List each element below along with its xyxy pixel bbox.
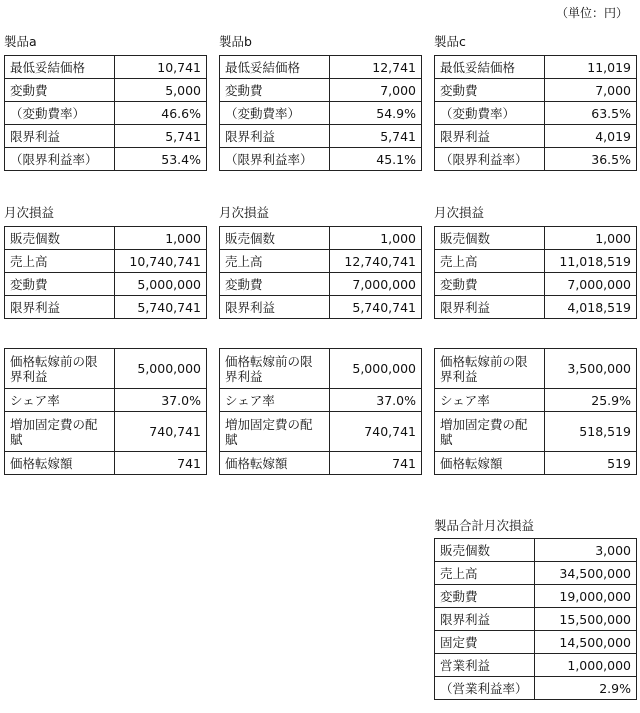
row-label: 価格転嫁前の限界利益 [5,349,115,389]
row-value: 5,000,000 [115,273,207,296]
row-value: 740,741 [330,412,422,452]
row-value: 1,000 [545,227,637,250]
table-row [435,250,637,273]
row-label: 増加固定費の配賦 [220,412,330,452]
table-row [5,250,207,273]
table-row [220,125,422,148]
row-label: 価格転嫁額 [5,452,115,475]
row-label: 最低妥結価格 [220,56,330,79]
row-value: 14,500,000 [535,631,637,654]
product-a-monthly-table [4,226,207,319]
table-row [5,273,207,296]
table-row [220,349,422,389]
row-label: シェア率 [435,389,545,412]
row-label: 販売個数 [435,539,535,562]
unit-note: （単位：円） [555,6,628,20]
table-row [435,389,637,412]
table-row [5,79,207,102]
table-row [435,148,637,171]
row-label: 価格転嫁額 [435,452,545,475]
product-b-monthly-title: 月次損益 [219,205,270,220]
row-label: 変動費 [435,79,545,102]
table-row [220,389,422,412]
table-row [435,608,637,631]
table-row [435,677,637,700]
row-label: 価格転嫁前の限界利益 [220,349,330,389]
row-value: 63.5% [545,102,637,125]
table-row [435,227,637,250]
row-value: 37.0% [330,389,422,412]
row-value: 1,000,000 [535,654,637,677]
table-row [435,102,637,125]
table-row [220,296,422,319]
table-row [435,125,637,148]
row-label: 販売個数 [220,227,330,250]
row-label: （営業利益率） [435,677,535,700]
row-label: （限界利益率） [435,148,545,171]
table-row [5,227,207,250]
row-value: 3,500,000 [545,349,637,389]
row-label: 変動費 [220,79,330,102]
row-value: 12,741 [330,56,422,79]
product-b-price-table [219,55,422,171]
row-value: 37.0% [115,389,207,412]
table-row [220,273,422,296]
row-label: シェア率 [220,389,330,412]
table-row [435,349,637,389]
table-row [435,452,637,475]
product-c-price-table [434,55,637,171]
row-value: 741 [330,452,422,475]
row-label: 売上高 [220,250,330,273]
row-label: 変動費 [5,79,115,102]
table-row [435,654,637,677]
row-label: 増加固定費の配賦 [435,412,545,452]
row-value: 5,740,741 [115,296,207,319]
row-value: 45.1% [330,148,422,171]
row-label: 売上高 [435,250,545,273]
row-label: 限界利益 [435,296,545,319]
row-value: 54.9% [330,102,422,125]
row-value: 5,740,741 [330,296,422,319]
product-a-monthly-title: 月次損益 [4,205,55,220]
row-value: 34,500,000 [535,562,637,585]
product-c-title: 製品c [434,34,466,49]
row-label: 限界利益 [435,125,545,148]
row-value: 46.6% [115,102,207,125]
row-value: 3,000 [535,539,637,562]
row-label: 変動費 [220,273,330,296]
table-row [5,296,207,319]
row-value: 4,018,519 [545,296,637,319]
row-label: 増加固定費の配賦 [5,412,115,452]
product-b-allocation-table [219,348,422,475]
row-label: 変動費 [435,585,535,608]
row-label: 売上高 [435,562,535,585]
total-table [434,538,637,700]
row-value: 7,000 [330,79,422,102]
product-a-price-table [4,55,207,171]
row-label: 販売個数 [435,227,545,250]
row-value: 519 [545,452,637,475]
row-value: 12,740,741 [330,250,422,273]
table-row [5,148,207,171]
table-row [435,631,637,654]
table-row [435,296,637,319]
table-row [435,585,637,608]
row-label: 価格転嫁前の限界利益 [435,349,545,389]
product-c-monthly-table [434,226,637,319]
table-row [5,412,207,452]
product-a-title: 製品a [4,34,37,49]
row-label: シェア率 [5,389,115,412]
product-c-monthly-title: 月次損益 [434,205,485,220]
row-value: 741 [115,452,207,475]
table-row [220,79,422,102]
row-label: 売上高 [5,250,115,273]
table-row [5,125,207,148]
row-label: 限界利益 [5,296,115,319]
table-row [435,539,637,562]
total-title: 製品合計月次損益 [434,518,535,533]
row-label: 変動費 [435,273,545,296]
row-value: 7,000,000 [330,273,422,296]
table-row [435,273,637,296]
row-value: 740,741 [115,412,207,452]
row-label: 営業利益 [435,654,535,677]
row-label: 限界利益 [435,608,535,631]
row-label: （変動費率） [5,102,115,125]
row-label: 限界利益 [220,296,330,319]
row-value: 5,000,000 [115,349,207,389]
row-label: （変動費率） [435,102,545,125]
row-label: 販売個数 [5,227,115,250]
row-label: 価格転嫁額 [220,452,330,475]
table-row [435,56,637,79]
row-label: 限界利益 [220,125,330,148]
row-value: 10,740,741 [115,250,207,273]
table-row [220,148,422,171]
table-row [220,452,422,475]
row-value: 5,741 [115,125,207,148]
row-label: （限界利益率） [5,148,115,171]
row-label: 限界利益 [5,125,115,148]
row-label: （限界利益率） [220,148,330,171]
row-label: 変動費 [5,273,115,296]
row-value: 1,000 [115,227,207,250]
row-label: （変動費率） [220,102,330,125]
table-row [435,562,637,585]
row-label: 最低妥結価格 [5,56,115,79]
table-row [220,102,422,125]
row-value: 7,000,000 [545,273,637,296]
row-value: 4,019 [545,125,637,148]
table-row [220,250,422,273]
row-value: 5,000 [115,79,207,102]
product-b-title: 製品b [219,34,252,49]
row-value: 11,018,519 [545,250,637,273]
row-value: 10,741 [115,56,207,79]
table-row [5,56,207,79]
row-value: 53.4% [115,148,207,171]
table-row [5,349,207,389]
row-label: 固定費 [435,631,535,654]
row-value: 15,500,000 [535,608,637,631]
row-label: 最低妥結価格 [435,56,545,79]
table-row [220,412,422,452]
table-row [5,452,207,475]
row-value: 11,019 [545,56,637,79]
table-row [5,102,207,125]
table-row [5,389,207,412]
product-a-allocation-table [4,348,207,475]
product-c-allocation-table [434,348,637,475]
table-row [220,56,422,79]
row-value: 36.5% [545,148,637,171]
row-value: 25.9% [545,389,637,412]
row-value: 2.9% [535,677,637,700]
table-row [435,412,637,452]
product-b-monthly-table [219,226,422,319]
row-value: 5,000,000 [330,349,422,389]
row-value: 19,000,000 [535,585,637,608]
table-row [435,79,637,102]
row-value: 5,741 [330,125,422,148]
table-row [220,227,422,250]
row-value: 518,519 [545,412,637,452]
row-value: 7,000 [545,79,637,102]
row-value: 1,000 [330,227,422,250]
